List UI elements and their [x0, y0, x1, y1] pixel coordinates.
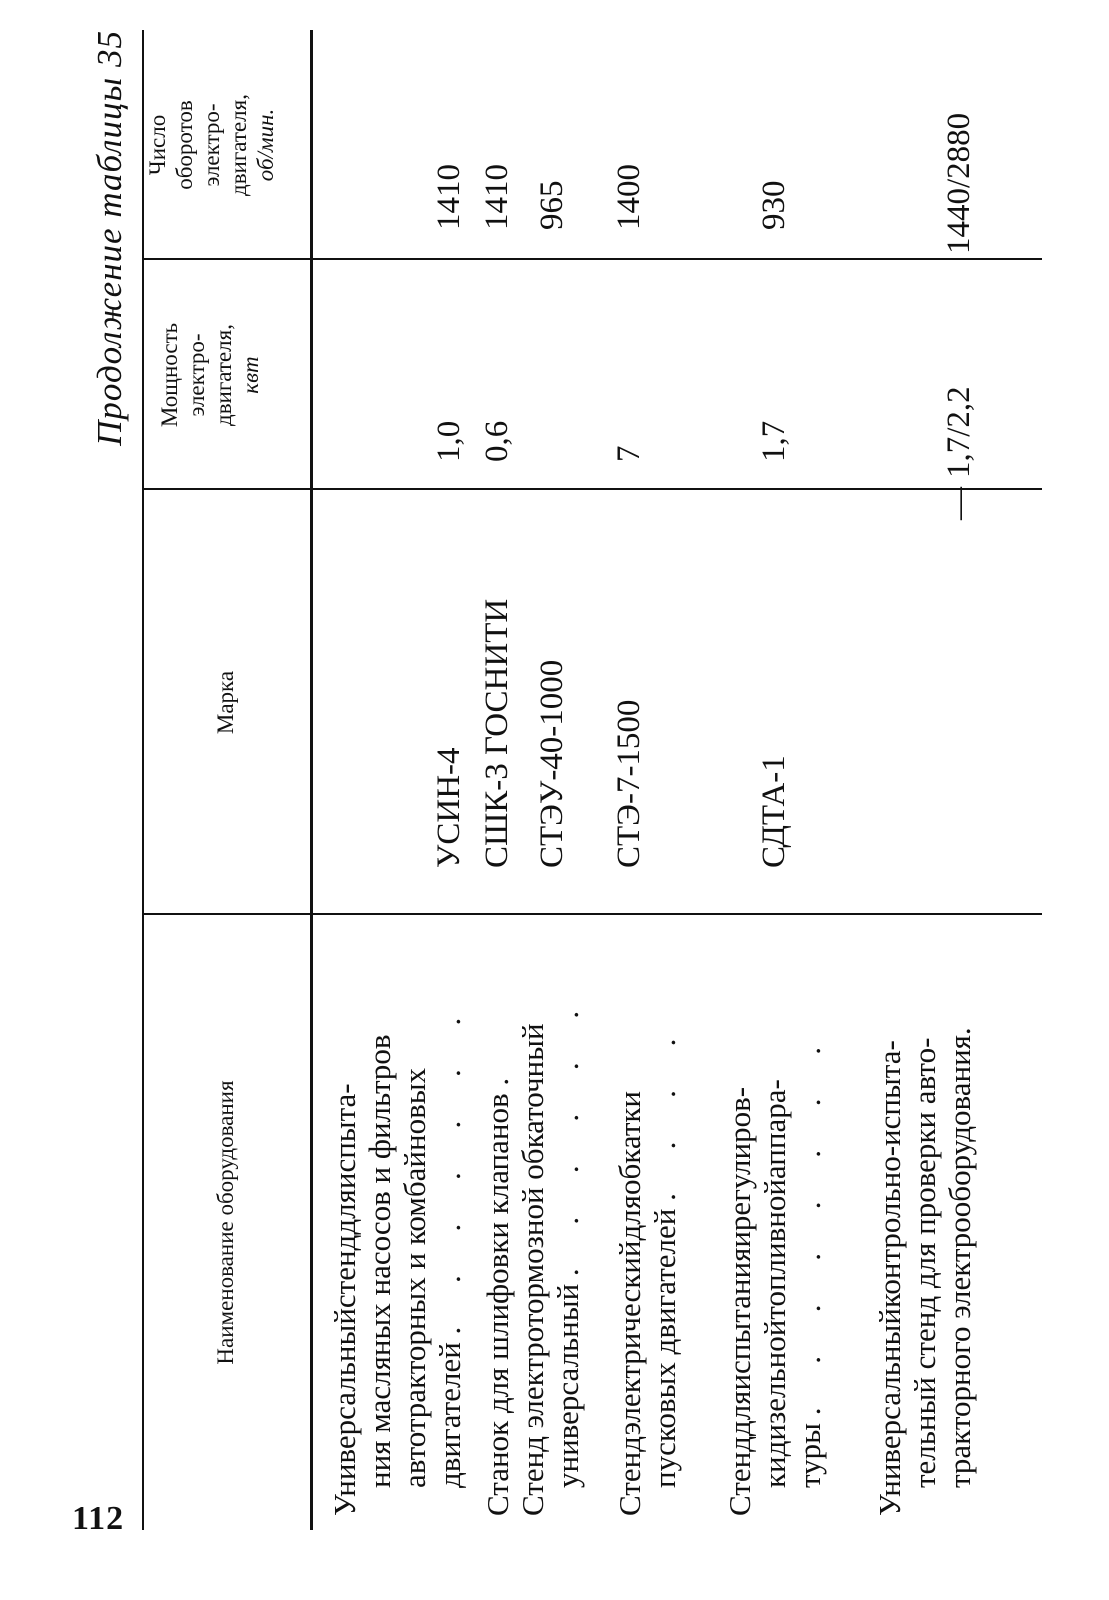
header-power-line: электро-	[184, 333, 209, 417]
equipment-name-line: ния масляных насосов и фильтров	[362, 1034, 397, 1488]
equipment-revolutions: 1440/2880	[941, 112, 977, 254]
equipment-mark: УСИН-4	[431, 747, 467, 868]
word: топливной	[757, 1179, 792, 1320]
equipment-name-line	[647, 918, 682, 1516]
word: дизельной	[757, 1319, 792, 1457]
word: аппара-	[757, 1079, 792, 1180]
equipment-power: 1,7/2,2	[941, 386, 977, 478]
header-power	[156, 260, 264, 490]
equipment-revolutions: 1410	[431, 164, 467, 230]
equipment-name-line: Станок для шлифовки клапанов .	[480, 1077, 515, 1516]
equipment-power: 1,7	[756, 420, 792, 462]
page-number: 112	[72, 1500, 125, 1537]
word: стенд	[327, 1234, 362, 1309]
equipment-name	[480, 918, 515, 1516]
equipment-name-line: автотракторных и комбайновых	[397, 1067, 432, 1488]
equipment-mark: СТЭ-7-1500	[611, 699, 647, 868]
equipment-name-line: тельный стенд для проверки авто-	[907, 1037, 942, 1488]
header-rev-line: электро-	[199, 103, 224, 187]
header-rev-line: оборотов	[172, 100, 197, 190]
word: Универсальный	[872, 1308, 907, 1516]
equipment-name-line	[432, 918, 467, 1516]
word: Универсальный	[327, 1308, 362, 1516]
equipment-name-text: туры	[792, 1423, 827, 1488]
equipment-revolutions: 1410	[479, 164, 515, 230]
equipment-revolutions: 965	[534, 180, 570, 230]
word: и	[722, 1231, 757, 1248]
rotated-table-page	[90, 30, 1050, 1530]
equipment-mark: СДТА-1	[756, 755, 792, 868]
word: для	[722, 1390, 757, 1437]
word: для	[612, 1195, 647, 1241]
equipment-name	[872, 918, 977, 1516]
equipment-power: 1,0	[431, 420, 467, 462]
header-power-line: квт	[238, 356, 263, 394]
equipment-name-line	[612, 918, 647, 1516]
equipment-name-line: Стенд электротормозной обкаточный	[515, 1023, 550, 1516]
word: Стенд	[722, 1436, 757, 1516]
leader-dots: . . . .	[647, 1020, 682, 1201]
equipment-table	[142, 30, 1042, 1530]
word: испытания	[722, 1247, 757, 1391]
column-divider-mark-power	[142, 488, 1042, 490]
word: электрический	[612, 1240, 647, 1436]
equipment-name	[612, 918, 682, 1516]
word: Стенд	[612, 1435, 647, 1516]
equipment-power: 0,6	[479, 420, 515, 462]
word: для	[327, 1189, 362, 1235]
header-rev-line: об/мин.	[253, 108, 278, 182]
equipment-revolutions: 1400	[611, 164, 647, 230]
leader-dots: . . . . . .	[550, 992, 585, 1277]
equipment-name	[515, 918, 585, 1516]
equipment-mark: СШК-3 ГОСНИТИ	[479, 598, 515, 868]
equipment-name-line: тракторного электрооборудования.	[942, 1027, 977, 1488]
word: контрольно-испыта-	[872, 1040, 907, 1309]
equipment-power: 7	[611, 445, 647, 462]
equipment-mark: —	[941, 487, 977, 520]
equipment-name-line	[792, 918, 827, 1516]
word: регулиров-	[722, 1086, 757, 1232]
word: испыта-	[327, 1083, 362, 1190]
column-divider-name-mark	[142, 913, 1042, 915]
word: обкатки	[612, 1090, 647, 1195]
header-rev-line: двигателя,	[226, 94, 251, 196]
header-rev-line: Число	[145, 114, 170, 176]
equipment-name-line	[327, 918, 362, 1516]
table-header-rule	[310, 30, 313, 1530]
header-mark: Марка	[213, 670, 238, 735]
header-power-line: двигателя,	[211, 324, 236, 426]
equipment-name	[327, 918, 467, 1516]
equipment-name-line	[550, 918, 585, 1516]
leader-dots: . . . . . . . .	[792, 1029, 827, 1416]
leader-dots: . . . . . . .	[432, 999, 467, 1335]
equipment-name-text: двигателей	[432, 1342, 467, 1488]
equipment-name	[722, 918, 827, 1516]
word: ки	[757, 1456, 792, 1488]
equipment-name-line	[722, 918, 757, 1516]
table-continuation-title: Продолжение таблицы 35	[90, 30, 129, 446]
equipment-mark: СТЭУ-40-1000	[534, 659, 570, 868]
header-equipment-name: Наименование оборудования	[213, 1080, 238, 1365]
equipment-name-text: пусковых двигателей	[647, 1208, 682, 1488]
equipment-revolutions: 930	[756, 180, 792, 230]
header-revolutions	[144, 30, 279, 260]
equipment-name-text: универсальный	[550, 1283, 585, 1488]
equipment-name-line	[757, 918, 792, 1516]
equipment-name-line	[872, 918, 907, 1516]
header-power-line: Мощность	[157, 322, 182, 428]
